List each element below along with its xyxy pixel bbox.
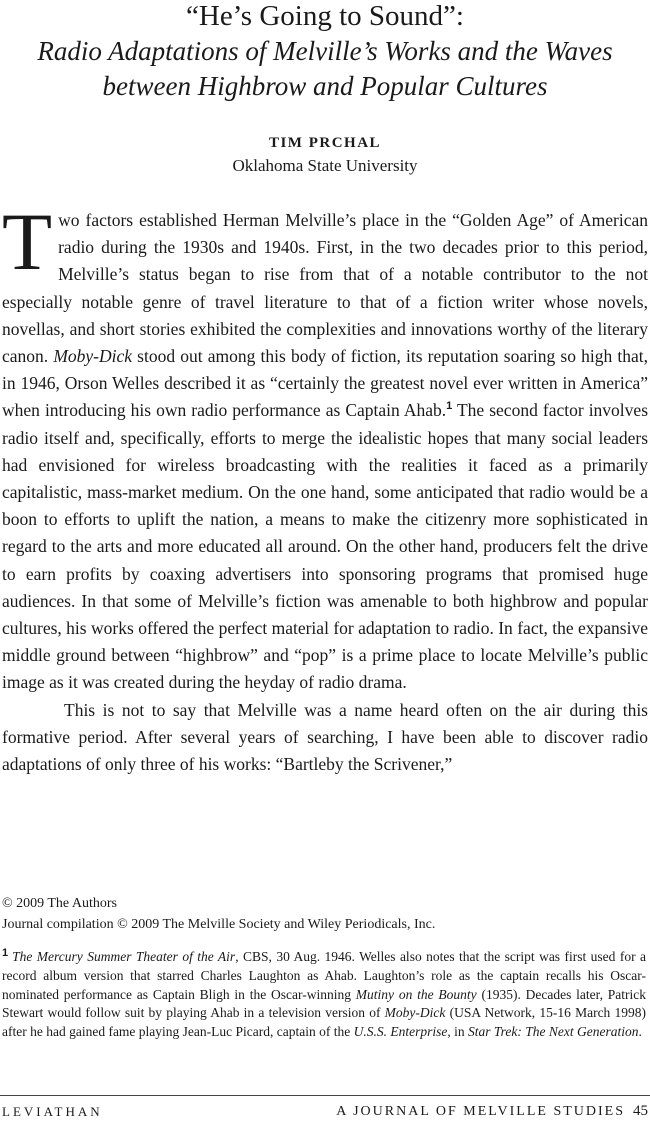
subtitle-line-1: Radio Adaptations of Melville’s Works and the Waves: [37, 36, 613, 66]
page-number: 45: [633, 1103, 648, 1119]
footnote-mark: 1: [2, 946, 9, 959]
footer-running-head: [336, 1102, 648, 1121]
italic-title-moby-dick: Moby-Dick: [53, 346, 133, 367]
subtitle-line-2: between Highbrow and Popular Cultures: [102, 71, 548, 101]
footnote-italic-5: Star Trek: The Next Generation: [467, 1024, 639, 1040]
paragraph-2: This is not to say that Melville was a name heard often on the air during this formative period. After several years of searching, I have been able to discover radio adaptations of only three of his works: “Bartleby the Scrivener,”: [2, 699, 648, 775]
footnote-1: [2, 948, 646, 1042]
article-title: [0, 0, 650, 104]
footnote-italic-4: Enterprise: [390, 1024, 448, 1040]
footnote-text-3: (USA Network, 15-16 March 1998) after he had gained fame playing Jean-Luc Picard, captain of the: [2, 1005, 647, 1040]
footnote-text-4: , in: [447, 1024, 468, 1040]
footnote-text-2: (1935). Decades later, Patrick Stewart would follow suit by playing Ahab in a television version of: [2, 986, 646, 1021]
paragraph-1-part-a: wo factors established Herman Melville’s place in the “Golden Age” of American radio during the 1930s and 1940s. First, in the two decades prior to this period, Melville’s status began to rise from that of a notable contributor to the not especially notable genre of travel literature to that of a fiction writer whose novels, novellas, and short stories exhibited the complexities and innovations worthy of the literary canon.: [2, 210, 648, 367]
footer-journal-subtitle: A JOURNAL OF MELVILLE STUDIES: [336, 1104, 625, 1119]
drop-cap: T: [2, 196, 53, 287]
footnote-reference[interactable]: 1: [446, 400, 453, 413]
paragraph-1: [2, 196, 649, 697]
paragraph-1-part-b: stood out among this body of fiction, its reputation soaring so high that, in 1946, Orson Welles described it as “certainly the greatest novel ever written in America” when introducing his own radio performance as Captain Ahab.: [2, 346, 648, 421]
paragraph-1-part-c: The second factor involves radio itself and, specifically, efforts to merge the idealistic hopes that many social leaders had envisioned for wireless broadcasting with the realities it faced as a primarily capitalistic, mass-market medium. On the one hand, some anticipated that radio would be a boon to efforts to uplift the nation, a means to make the citizenry more sophisticated in regard to the arts and more educated all around. On the other hand, producers felt the drive to earn profits by coaxing advertisers into sponsoring programs that promised huge audiences. In that some of Melville’s fiction was amenable to both highbrow and popular cultures, his works offered the perfect material for adaptation to radio. In fact, the expansive middle ground between “highbrow” and “pop” is a prime place to locate Melville’s public image as it was created during the heyday of radio drama.: [2, 400, 649, 693]
footnote-text-5: .: [638, 1024, 642, 1040]
footer-divider: [0, 1095, 650, 1096]
footnote-italic-1: The Mercury Summer Theater of the Air: [12, 949, 236, 964]
title-subtitle: [0, 34, 650, 104]
title-main: “He’s Going to Sound”:: [186, 0, 464, 32]
copyright-line-1: © 2009 The Authors: [2, 896, 117, 911]
footnote-italic-2: Mutiny on the Bounty: [355, 986, 477, 1002]
author-affiliation: Oklahoma State University: [232, 156, 418, 175]
copyright-line-2: Journal compilation © 2009 The Melville Society and Wiley Periodicals, Inc.: [2, 917, 436, 932]
article-body: [2, 196, 649, 778]
author-name: TIM PRCHAL: [268, 135, 382, 151]
footnote-italic-3: Moby-Dick: [384, 1005, 446, 1021]
footnote-text-1: , CBS, 30 Aug. 1946. Welles also notes that the script was first used for a record album version that starred Charles Laughton as Ahab. Laughton’s role as the captain recalls his Oscar-nominated performance as Captain Bligh in the Oscar-winning: [2, 949, 647, 1002]
footer-journal-name: LEVIATHAN: [2, 1104, 103, 1119]
footnote-uss-prefix: U.S.S.: [353, 1024, 391, 1040]
copyright-notice: [2, 893, 648, 935]
